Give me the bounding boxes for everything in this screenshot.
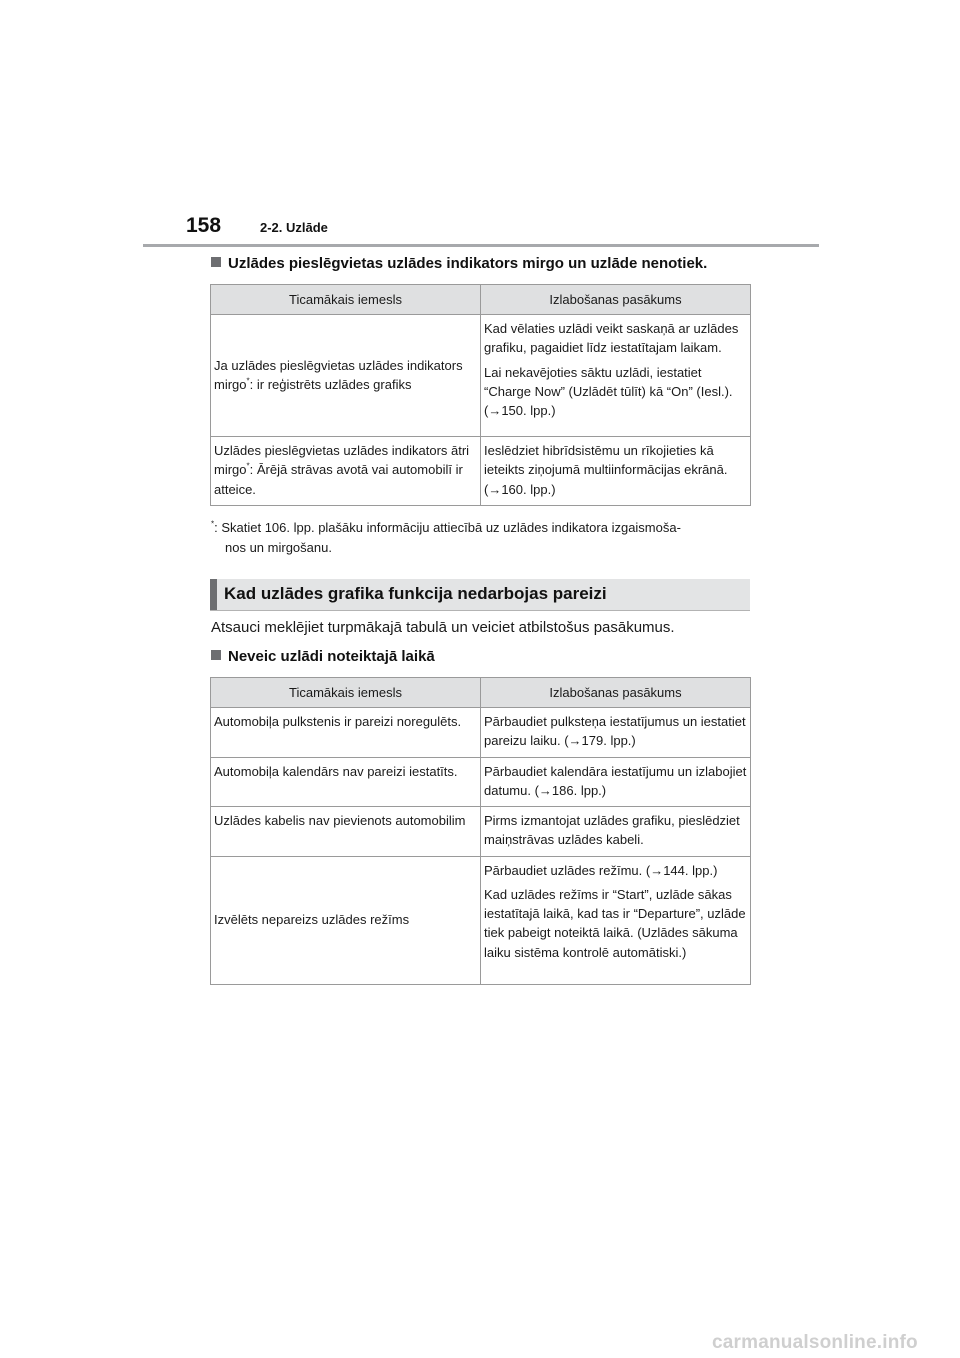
table-header-row [211,678,751,708]
cause-text-cont: : ir reģistrēts uzlādes grafiks [249,376,412,392]
section-heading-banner [210,579,750,611]
subheading-indicator-blinking [211,255,707,272]
subheading-text: Uzlādes pieslēgvietas uzlādes indikators mirgo un uzlāde nenotiek. [228,255,708,272]
cause-cell [211,315,481,437]
footnote-marker: * [246,376,250,386]
cause-text-cont: : Ārējā strāvas avotā vai automobilī ir atteice. [214,462,463,497]
square-bullet-icon [211,257,221,267]
section-heading: Kad uzlādes grafika funkcija nedarbojas pareizi [224,584,607,603]
subheading-no-charge [211,648,435,665]
chapter-title: 2-2. Uzlāde [260,220,328,235]
cause-cell: Automobiļa kalendārs nav pareizi iestatīts. [211,757,481,806]
remedy-cell [481,807,751,856]
table-row [211,856,751,984]
table-row [211,807,751,856]
page-number: 158 [186,214,222,237]
header-divider [143,244,819,247]
table-row [211,315,751,437]
cause-cell: Uzlādes kabelis nav pievienots automobilim [211,807,481,856]
footnote-text: : Skatiet 106. lpp. plašāku informāciju attiecībā uz uzlādes indikatora izgaismoša- [214,520,681,535]
remedy-text: Pārbaudiet pulksteņa iestatījumus un iestatiet pareizu laiku. (→179. lpp.) [484,714,746,749]
square-bullet-icon [211,650,221,660]
section-intro-text: Atsauci meklējiet turpmākajā tabulā un veiciet atbilstošus pasākumus. [211,619,675,636]
subheading-text: Neveic uzlādi noteiktajā laikā [228,648,435,665]
column-header-cause: Ticamākais iemesls [211,285,481,315]
footnote-text-cont: nos un mirgošanu. [225,540,332,556]
column-header-remedy: Izlabošanas pasākums [481,285,751,315]
watermark: carmanualsonline.info [712,1332,918,1353]
table-header-row [211,285,751,315]
table-row [211,437,751,506]
column-header-remedy: Izlabošanas pasākums [481,678,751,708]
footnote [211,518,756,558]
remedy-cell [481,437,751,506]
cause-cell: Izvēlēts nepareizs uzlādes režīms [211,856,481,984]
remedy-text: Pārbaudiet uzlādes režīmu. (→144. lpp.) [484,862,718,878]
remedy-text: Kad vēlaties uzlādi veikt saskaņā ar uzlādes grafiku, pagaidiet līdz iestatītajam laikam. [484,321,739,356]
table-row [211,708,751,757]
cause-text: Ja uzlādes pieslēgvietas uzlādes indikators mirgo [214,357,463,392]
remedy-text: Kad uzlādes režīms ir “Start”, uzlāde sākas iestatītajā laikā, kad tas ir “Departure”, uzlāde tiek pabeigt noteiktā laikā. (Uzlādes sākuma laiku sistēma kontrolē automātiski.) [484,886,746,960]
remedy-text: Lai nekavējoties sāktu uzlādi, iestatiet “Charge Now” (Uzlādēt tūlīt) kā “On” (Iesl.). (→150. lpp.) [484,364,733,419]
section-heading-bar [210,579,217,610]
schedule-troubleshooting-table [210,677,751,985]
remedy-text: Ieslēdziet hibrīdsistēmu un rīkojieties kā ieteikts ziņojumā multiinformācijas ekrānā. (→160. lpp.) [484,443,728,497]
column-header-cause: Ticamākais iemesls [211,678,481,708]
footnote-marker: * [246,462,250,472]
indicator-troubleshooting-table [210,284,751,506]
table-row [211,757,751,806]
cause-cell: Automobiļa pulkstenis ir pareizi noregulēts. [211,708,481,757]
remedy-cell [481,315,751,437]
remedy-cell [481,856,751,984]
remedy-cell [481,757,751,806]
cause-cell [211,437,481,506]
footnote-marker: * [211,519,215,529]
cause-text: Uzlādes pieslēgvietas uzlādes indikators ātri mirgo [214,443,470,478]
remedy-cell [481,708,751,757]
remedy-text: Pirms izmantojat uzlādes grafiku, pieslēdziet maiņstrāvas uzlādes kabeli. [484,813,740,848]
remedy-text: Pārbaudiet kalendāra iestatījumu un izlabojiet datumu. (→186. lpp.) [484,763,747,798]
